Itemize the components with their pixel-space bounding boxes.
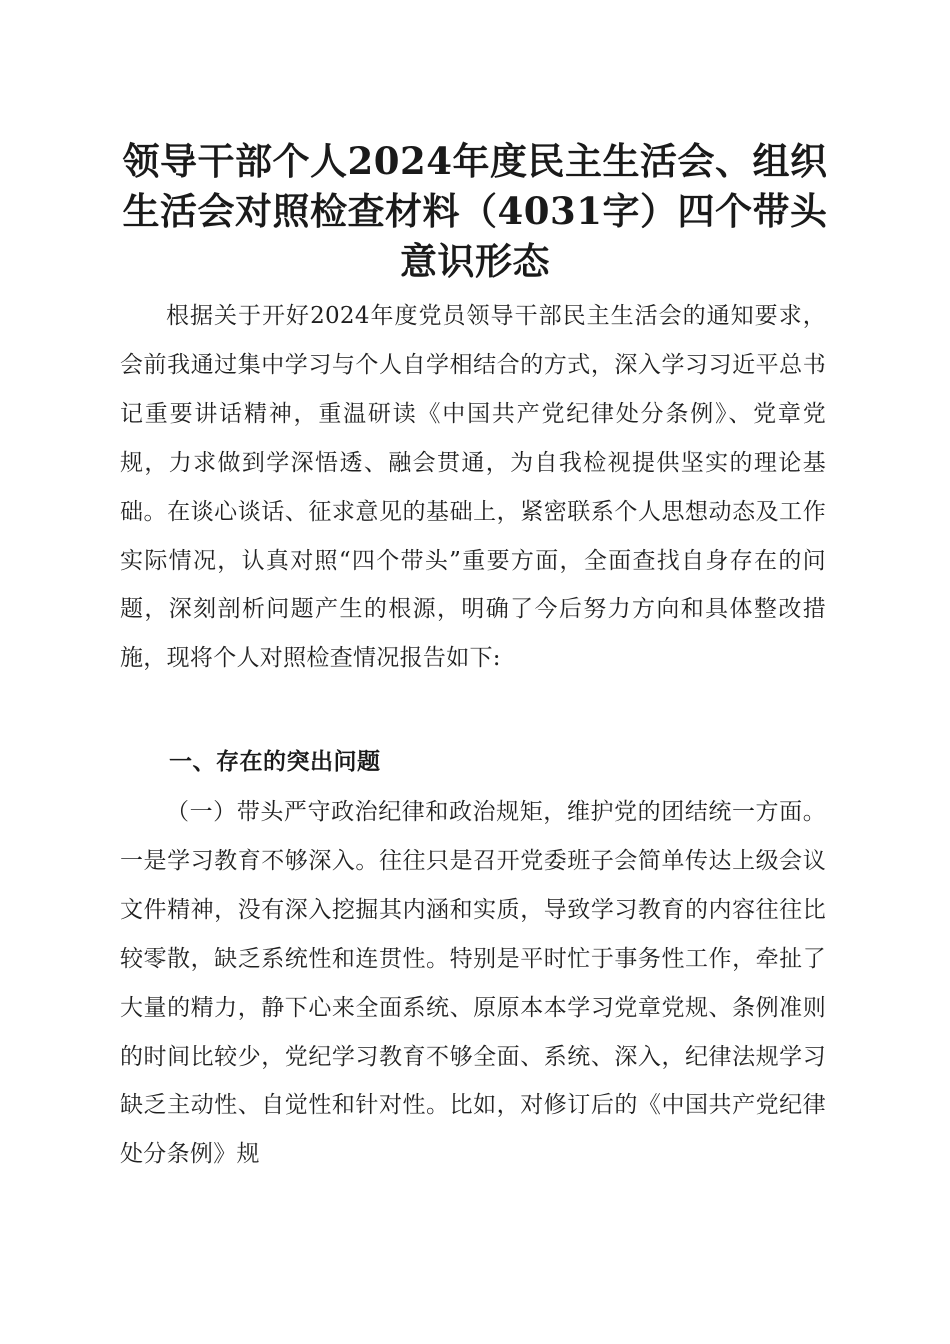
intro-paragraph: 根据关于开好2024年度党员领导干部民主生活会的通知要求，会前我通过集中学习与个人自学相结合的方式，深入学习习近平总书记重要讲话精神，重温研读《中国共产党纪律处分条例》、党章党规，力求做到学深悟透、融会贯通，为自我检视提供坚实的理论基础。在谈心谈话、征求意见的基础上，紧密联系个人思想动态及工作实际情况，认真对照“四个带头”重要方面，全面查找自身存在的问题，深刻剖析问题产生的根源，明确了今后努力方向和具体整改措施，现将个人对照检查情况报告如下:	[120, 303, 826, 672]
section-one-paragraph: （一）带头严守政治纪律和政治规矩，维护党的团结统一方面。一是学习教育不够深入。往往只是召开党委班子会简单传达上级会议文件精神，没有深入挖掘其内涵和实质，导致学习教育的内容往往比较零散，缺乏系统性和连贯性。特别是平时忙于事务性工作，牵扯了大量的精力，静下心来全面系统、原原本本学习党章党规、条例准则的时间比较少，党纪学习教育不够全面、系统、深入，纪律法规学习缺乏主动性、自觉性和针对性。比如，对修订后的《中国共产党纪律处分条例》规	[120, 799, 826, 1168]
document-title: 领导干部个人2024年度民主生活会、组织生活会对照检查材料（4031字）四个带头意识形态	[122, 139, 828, 283]
section-heading-problems: 一、存在的突出问题	[169, 749, 381, 775]
